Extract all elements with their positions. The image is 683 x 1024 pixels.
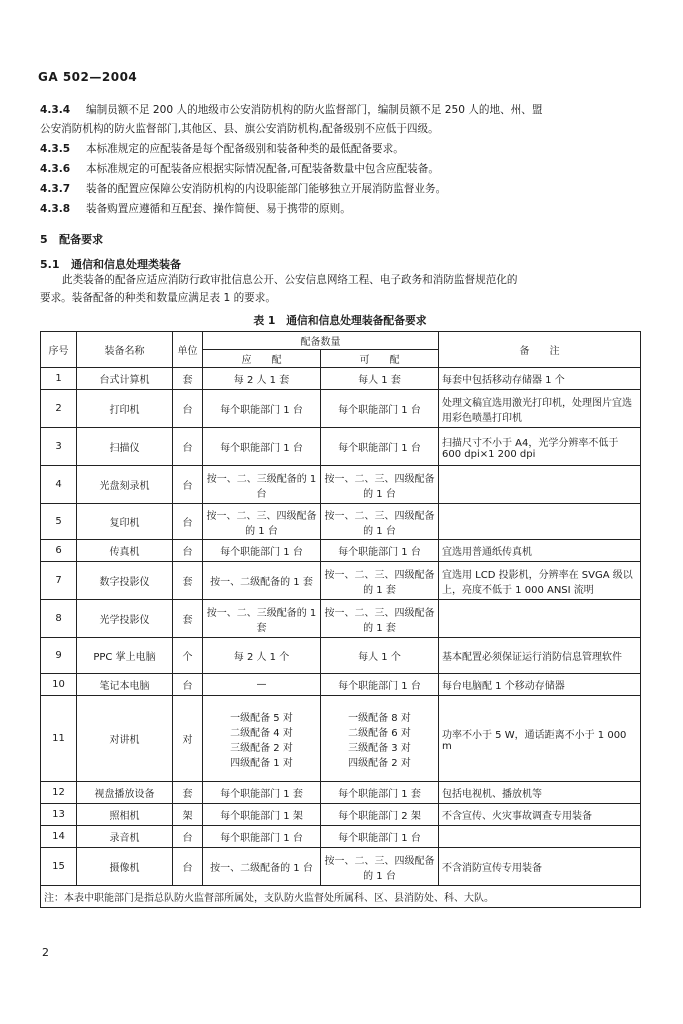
cell-required: 每 2 人 1 套 (203, 368, 321, 390)
cell-name: 摄像机 (77, 848, 173, 886)
cell-optional: 一级配备 8 对 二级配备 6 对 三级配备 3 对 四级配备 2 对 (321, 696, 439, 782)
clause-text: 装备购置应遵循和互配套、操作简便、易于携带的原则。 (86, 203, 351, 215)
table-row (41, 696, 641, 782)
cell-optional: 按一、二、三、四级配备的 1 台 (321, 466, 439, 504)
cell-required: 按一、二、三级配备的 1 套 (203, 600, 321, 638)
cell-no: 11 (41, 696, 77, 782)
table-row (41, 600, 641, 638)
clause-4-3-8 (40, 202, 640, 216)
cell-no: 12 (41, 782, 77, 804)
cell-remark: 每套中包括移动存储器 1 个 (439, 368, 641, 390)
cell-no: 9 (41, 638, 77, 674)
cell-name: PPC 掌上电脑 (77, 638, 173, 674)
cell-optional: 每个职能部门 1 套 (321, 782, 439, 804)
cell-optional: 每个职能部门 2 架 (321, 804, 439, 826)
cell-unit: 套 (173, 600, 203, 638)
cell-no: 10 (41, 674, 77, 696)
cell-remark (439, 826, 641, 848)
clause-4-3-6 (40, 162, 640, 176)
cell-required: 每个职能部门 1 台 (203, 540, 321, 562)
cell-optional: 每人 1 个 (321, 638, 439, 674)
cell-optional: 每人 1 套 (321, 368, 439, 390)
header-no: 序号 (41, 332, 77, 368)
cell-remark: 每台电脑配 1 个移动存储器 (439, 674, 641, 696)
cell-required: 按一、二、三、四级配备的 1 台 (203, 504, 321, 540)
cell-remark (439, 504, 641, 540)
cell-no: 3 (41, 428, 77, 466)
cell-name: 录音机 (77, 826, 173, 848)
cell-required: 按一、二级配备的 1 套 (203, 562, 321, 600)
table-note: 注：本表中职能部门是指总队防火监督部所属处，支队防火监督处所属科、区、县消防处、科、大队。 (41, 886, 641, 908)
table-row (41, 848, 641, 886)
cell-name: 对讲机 (77, 696, 173, 782)
section-title: 配备要求 (59, 233, 104, 246)
cell-required: 每个职能部门 1 台 (203, 390, 321, 428)
cell-required: 每个职能部门 1 套 (203, 782, 321, 804)
cell-optional: 每个职能部门 1 台 (321, 674, 439, 696)
cell-name: 扫描仪 (77, 428, 173, 466)
clause-number: 4.3.8 (40, 203, 71, 215)
table-row (41, 390, 641, 428)
clause-4-3-7 (40, 182, 640, 196)
table-row (41, 428, 641, 466)
cell-required: 按一、二级配备的 1 台 (203, 848, 321, 886)
table-row (41, 782, 641, 804)
cell-optional: 每个职能部门 1 台 (321, 390, 439, 428)
section-5-1-heading (40, 256, 181, 272)
header-remark: 备 注 (439, 332, 641, 368)
table-row (41, 466, 641, 504)
section-number: 5.1 (40, 258, 60, 271)
cell-optional: 每个职能部门 1 台 (321, 826, 439, 848)
cell-unit: 个 (173, 638, 203, 674)
cell-optional: 按一、二、三、四级配备的 1 台 (321, 504, 439, 540)
table-body (41, 368, 641, 886)
clause-number: 4.3.6 (40, 163, 71, 175)
clause-4-3-5 (40, 142, 640, 156)
cell-name: 光学投影仪 (77, 600, 173, 638)
clause-number: 4.3.7 (40, 183, 71, 195)
clause-text: 本标准规定的应配装备是每个配备级别和装备种类的最低配备要求。 (86, 143, 404, 155)
table-row (41, 368, 641, 390)
cell-remark (439, 600, 641, 638)
cell-remark: 包括电视机、播放机等 (439, 782, 641, 804)
cell-remark: 扫描尺寸不小于 A4，光学分辨率不低于 600 dpi×1 200 dpi (439, 428, 641, 466)
cell-name: 台式计算机 (77, 368, 173, 390)
cell-remark: 宜选用 LCD 投影机，分辨率在 SVGA 级以上，亮度不低于 1 000 ANSI 流明 (439, 562, 641, 600)
cell-remark: 基本配置必须保证运行消防信息管理软件 (439, 638, 641, 674)
cell-remark: 处理文稿宜选用激光打印机，处理图片宜选用彩色喷墨打印机 (439, 390, 641, 428)
cell-unit: 台 (173, 540, 203, 562)
cell-unit: 台 (173, 504, 203, 540)
cell-remark: 不含消防宣传专用装备 (439, 848, 641, 886)
cell-optional: 每个职能部门 1 台 (321, 428, 439, 466)
cell-no: 7 (41, 562, 77, 600)
cell-name: 光盘刻录机 (77, 466, 173, 504)
header-required: 应 配 (203, 350, 321, 368)
cell-required: 每 2 人 1 个 (203, 638, 321, 674)
cell-name: 笔记本电脑 (77, 674, 173, 696)
cell-unit: 台 (173, 848, 203, 886)
cell-no: 6 (41, 540, 77, 562)
cell-unit: 套 (173, 562, 203, 600)
clause-text: 公安消防机构的防火监督部门,其他区、县、旗公安消防机构,配备级别不应低于四级。 (40, 123, 439, 135)
clause-text: 装备的配置应保障公安消防机构的内设职能部门能够独立开展消防监督业务。 (86, 183, 447, 195)
cell-unit: 套 (173, 782, 203, 804)
section-number: 5 (40, 233, 48, 246)
cell-optional: 按一、二、三、四级配备的 1 套 (321, 562, 439, 600)
table-row (41, 804, 641, 826)
cell-required: 每个职能部门 1 架 (203, 804, 321, 826)
cell-unit: 对 (173, 696, 203, 782)
cell-no: 8 (41, 600, 77, 638)
table-row (41, 826, 641, 848)
table-caption: 表 1 通信和信息处理装备配备要求 (253, 314, 427, 327)
cell-unit: 台 (173, 674, 203, 696)
header-name: 装备名称 (77, 332, 173, 368)
clause-number: 4.3.5 (40, 143, 71, 155)
header-qty: 配备数量 (203, 332, 439, 350)
cell-required: — (203, 674, 321, 696)
cell-remark: 功率不小于 5 W，通话距离不小于 1 000 m (439, 696, 641, 782)
document-id: GA 502—2004 (38, 70, 138, 84)
table-row (41, 540, 641, 562)
section-title: 通信和信息处理类装备 (71, 258, 181, 271)
cell-remark (439, 466, 641, 504)
cell-name: 视盘播放设备 (77, 782, 173, 804)
cell-unit: 架 (173, 804, 203, 826)
header-optional: 可 配 (321, 350, 439, 368)
cell-no: 2 (41, 390, 77, 428)
table-row (41, 504, 641, 540)
cell-name: 照相机 (77, 804, 173, 826)
cell-no: 4 (41, 466, 77, 504)
page-number: 2 (42, 946, 49, 959)
cell-required: 每个职能部门 1 台 (203, 826, 321, 848)
cell-unit: 台 (173, 428, 203, 466)
clause-number: 4.3.4 (40, 104, 71, 116)
table-row (41, 638, 641, 674)
cell-no: 13 (41, 804, 77, 826)
cell-unit: 套 (173, 368, 203, 390)
cell-optional: 每个职能部门 1 台 (321, 540, 439, 562)
section-5-heading (40, 231, 103, 247)
cell-required: 每个职能部门 1 台 (203, 428, 321, 466)
cell-optional: 按一、二、三、四级配备的 1 套 (321, 600, 439, 638)
cell-no: 5 (41, 504, 77, 540)
cell-unit: 台 (173, 466, 203, 504)
cell-optional: 按一、二、三、四级配备的 1 台 (321, 848, 439, 886)
clause-4-3-4-cont (40, 122, 640, 136)
cell-name: 传真机 (77, 540, 173, 562)
clause-text: 本标准规定的可配装备应根据实际情况配备,可配装备数量中包含应配装备。 (86, 163, 439, 175)
header-unit: 单位 (173, 332, 203, 368)
cell-name: 打印机 (77, 390, 173, 428)
intro-paragraph-line2: 要求。装备配备的种类和数量应满足表 1 的要求。 (40, 292, 276, 304)
clause-4-3-4 (40, 103, 640, 117)
cell-remark: 不含宣传、火灾事故调查专用装备 (439, 804, 641, 826)
cell-no: 14 (41, 826, 77, 848)
cell-unit: 台 (173, 826, 203, 848)
clause-text: 编制员额不足 200 人的地级市公安消防机构的防火监督部门，编制员额不足 250 人的地、州、盟 (86, 104, 543, 116)
table-row (41, 562, 641, 600)
cell-required: 按一、二、三级配备的 1 台 (203, 466, 321, 504)
equipment-table (40, 331, 641, 908)
cell-no: 15 (41, 848, 77, 886)
cell-required: 一级配备 5 对 二级配备 4 对 三级配备 2 对 四级配备 1 对 (203, 696, 321, 782)
table-row (41, 674, 641, 696)
cell-no: 1 (41, 368, 77, 390)
cell-name: 数字投影仪 (77, 562, 173, 600)
cell-name: 复印机 (77, 504, 173, 540)
intro-paragraph-line1: 此类装备的配备应适应消防行政审批信息公开、公安信息网络工程、电子政务和消防监督规范化的 (62, 274, 518, 286)
cell-unit: 台 (173, 390, 203, 428)
cell-remark: 宜选用普通纸传真机 (439, 540, 641, 562)
